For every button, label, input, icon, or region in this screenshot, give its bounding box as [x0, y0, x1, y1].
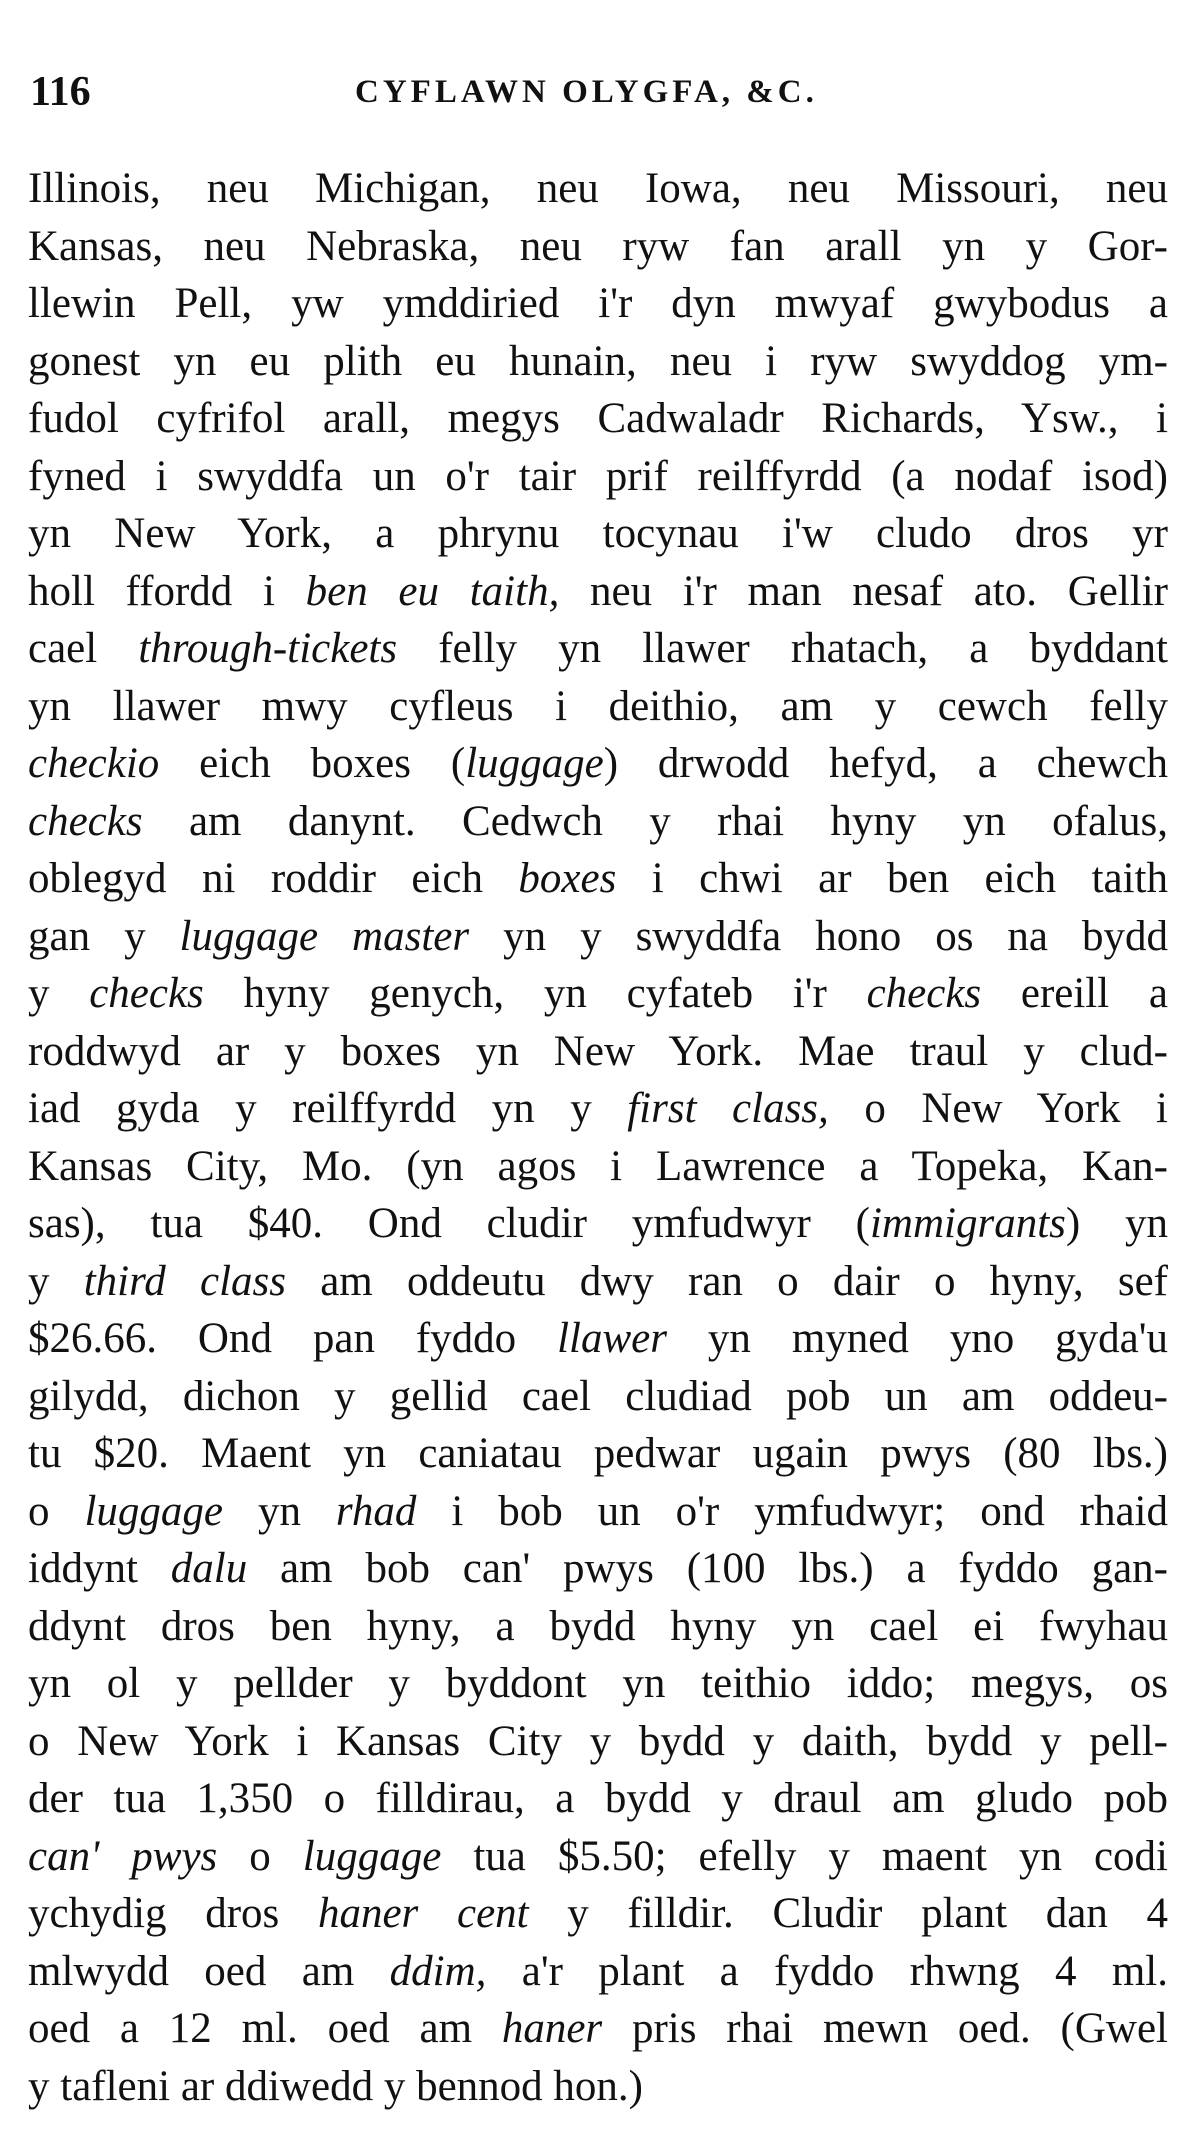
running-head: CYFLAWN OLYGFA, &C.: [355, 74, 818, 110]
italic-text: llawer: [557, 1315, 667, 1362]
text-line: [28, 505, 1168, 563]
text-segment: llewin Pell, yw ymddiried i'r dyn mwyaf gwybodus a: [28, 280, 1168, 327]
italic-text: luggage: [84, 1487, 223, 1535]
text-segment: pris rhai mewn oed. (Gwel: [602, 2005, 1168, 2052]
text-segment: fudol cyfrifol arall, megys Cadwaladr Richards, Ysw., i: [28, 395, 1168, 442]
text-segment: holl ffordd i: [28, 567, 306, 615]
text-segment: am bob can' pwys (100 lbs.) a fyddo gan-: [247, 1545, 1168, 1592]
text-segment: cael: [28, 625, 139, 672]
text-segment: gonest yn eu plith eu hunain, neu i ryw swyddog ym-: [28, 337, 1168, 385]
text-segment: o: [217, 1832, 303, 1880]
text-line: [28, 735, 1168, 793]
text-line: [28, 1713, 1168, 1771]
text-segment: sas), tua $40. Ond cludir ymfudwyr (: [28, 1200, 870, 1247]
text-segment: ereill a: [981, 970, 1168, 1017]
text-segment: iad gyda y reilffyrdd yn y: [28, 1085, 628, 1132]
text-line: [28, 333, 1168, 391]
text-line: [28, 850, 1168, 908]
text-line: [28, 218, 1168, 276]
italic-text: rhad: [335, 1487, 417, 1535]
italic-text: checks: [28, 797, 143, 845]
text-line: [28, 793, 1168, 851]
text-segment: Kansas, neu Nebraska, neu ryw fan arall yn y Gor-: [28, 222, 1168, 270]
text-segment: ychydig dros: [28, 1890, 318, 1937]
text-line: [28, 1943, 1168, 2001]
italic-text: luggage: [465, 740, 604, 787]
italic-text: haner: [501, 2005, 603, 2052]
text-line: [28, 678, 1168, 736]
text-segment: gilydd, dichon y gellid cael cludiad pob un am oddeu-: [28, 1372, 1168, 1420]
text-line: [28, 160, 1168, 218]
italic-text: luggage master: [179, 912, 470, 960]
italic-text: ddim,: [389, 1947, 487, 1995]
text-line: [28, 965, 1168, 1023]
italic-text: luggage: [302, 1832, 442, 1880]
italic-text: haner cent: [317, 1890, 529, 1937]
text-line: [28, 1770, 1168, 1828]
text-line: [28, 1195, 1168, 1253]
text-segment: yn ol y pellder y byddont yn teithio iddo; megys, os: [28, 1660, 1168, 1707]
text-segment: yn y swyddfa hono os na bydd: [469, 912, 1168, 960]
text-line: [28, 620, 1168, 678]
text-segment: ddynt dros ben hyny, a bydd hyny yn cael ei fwyhau: [28, 1602, 1168, 1650]
page-number: 116: [30, 69, 91, 115]
text-line: [28, 390, 1168, 448]
text-line: [28, 1885, 1168, 1943]
italic-text: checks: [866, 970, 982, 1017]
text-segment: oblegyd ni roddir eich: [28, 855, 519, 902]
text-line: [28, 275, 1168, 333]
text-segment: o: [28, 1487, 85, 1535]
text-segment: y filldir. Cludir plant dan 4: [528, 1890, 1169, 1937]
text-line: [28, 1080, 1168, 1138]
text-line: [28, 908, 1168, 966]
text-segment: y tafleni ar ddiwedd y bennod hon.): [28, 2062, 643, 2110]
text-line: [28, 2000, 1168, 2058]
text-segment: yn: [223, 1487, 336, 1535]
text-segment: a'r plant a fyddo rhwng 4 ml.: [486, 1947, 1168, 1995]
text-line: [28, 1655, 1168, 1713]
italic-text: immigrants: [869, 1200, 1066, 1247]
italic-text: dalu: [170, 1545, 248, 1592]
text-segment: o New York i: [828, 1085, 1168, 1132]
text-segment: i bob un o'r ymfudwyr; ond rhaid: [416, 1487, 1168, 1535]
italic-text: boxes: [518, 855, 617, 902]
text-segment: roddwyd ar y boxes yn New York. Mae traul y clud-: [28, 1027, 1168, 1075]
text-segment: yn myned yno gyda'u: [667, 1315, 1168, 1362]
text-segment: ) yn: [1065, 1200, 1169, 1247]
text-segment: neu i'r man nesaf ato. Gellir: [559, 567, 1168, 615]
text-segment: o New York i Kansas City y bydd y daith, bydd y pell-: [28, 1717, 1168, 1765]
text-segment: am oddeutu dwy ran o dair o hyny, sef: [286, 1257, 1168, 1305]
text-segment: tua $5.50; efelly y maent yn codi: [441, 1832, 1168, 1880]
text-segment: fyned i swyddfa un o'r tair prif reilffyrdd (a nodaf isod): [28, 452, 1168, 500]
text-line: [28, 1253, 1168, 1311]
text-line: [28, 1138, 1168, 1196]
text-line: [28, 1425, 1168, 1483]
text-line: [28, 2058, 1168, 2116]
text-segment: Illinois, neu Michigan, neu Iowa, neu Missouri, neu: [28, 165, 1168, 212]
text-segment: eich boxes (: [159, 740, 466, 787]
text-line: [28, 1828, 1168, 1886]
text-line: [28, 1310, 1168, 1368]
text-line: [28, 1483, 1168, 1541]
text-segment: felly yn llawer rhatach, a byddant: [397, 625, 1168, 672]
text-line: [28, 1023, 1168, 1081]
text-segment: y: [28, 1257, 84, 1305]
text-segment: yn llawer mwy cyfleus i deithio, am y cewch felly: [28, 682, 1168, 730]
text-line: [28, 1598, 1168, 1656]
text-line: [28, 563, 1168, 621]
text-segment: gan y: [28, 912, 180, 960]
text-segment: ) drwodd hefyd, a chewch: [603, 740, 1168, 787]
italic-text: third class: [83, 1257, 286, 1305]
text-segment: oed a 12 ml. oed am: [28, 2005, 502, 2052]
text-segment: hyny genych, yn cyfateb i'r: [203, 970, 867, 1017]
text-segment: der tua 1,350 o filldirau, a bydd y draul am gludo pob: [28, 1775, 1168, 1822]
text-segment: i chwi ar ben eich taith: [616, 855, 1168, 902]
italic-text: ben eu taith,: [305, 567, 560, 615]
italic-text: checks: [89, 970, 204, 1017]
body-paragraph: [28, 160, 1168, 2115]
italic-text: through-tickets: [138, 625, 398, 672]
text-line: [28, 1540, 1168, 1598]
text-segment: $26.66. Ond pan fyddo: [28, 1315, 558, 1362]
italic-text: can' pwys: [28, 1832, 218, 1880]
italic-text: checkio: [28, 740, 160, 787]
text-line: [28, 1368, 1168, 1426]
text-segment: am danynt. Cedwch y rhai hyny yn ofalus,: [142, 797, 1168, 845]
text-segment: tu $20. Maent yn caniatau pedwar ugain pwys (80 lbs.): [28, 1430, 1168, 1477]
italic-text: first class,: [627, 1085, 829, 1132]
text-segment: yn New York, a phrynu tocynau i'w cludo dros yr: [28, 510, 1168, 557]
text-segment: Kansas City, Mo. (yn agos i Lawrence a Topeka, Kan-: [28, 1142, 1168, 1190]
text-segment: mlwydd oed am: [28, 1947, 390, 1995]
text-segment: iddynt: [28, 1545, 171, 1592]
page-header: [30, 62, 1165, 122]
text-segment: y: [28, 970, 90, 1017]
text-line: [28, 448, 1168, 506]
